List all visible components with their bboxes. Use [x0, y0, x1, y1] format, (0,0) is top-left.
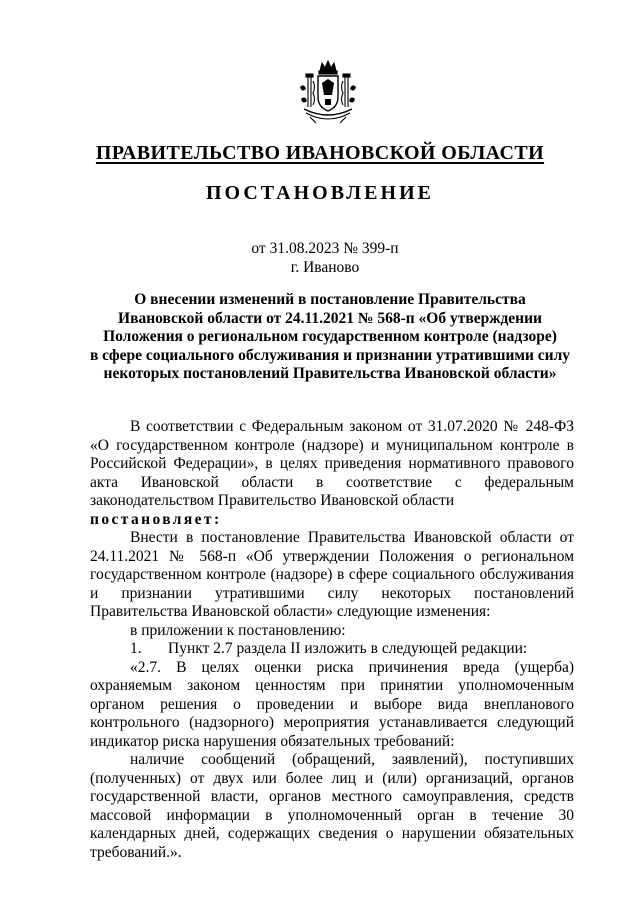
item-number: 1.	[130, 640, 142, 657]
document-body	[90, 418, 574, 862]
subject-line: некоторых постановлений Правительства Ивановской области»	[103, 365, 557, 382]
subject-line: Ивановской области от 24.11.2021 № 568-п «Об утверждении	[118, 309, 542, 327]
organization-title: ПРАВИТЕЛЬСТВО ИВАНОВСКОЙ ОБЛАСТИ	[95, 142, 545, 164]
document-type: ПОСТАНОВЛЕНИЕ	[206, 182, 434, 204]
date-number: от 31.08.2023 № 399-п	[251, 240, 399, 257]
coat-of-arms-icon	[296, 57, 360, 129]
subject-line: в сфере социального обслуживания и признании утратившими силу	[89, 346, 571, 364]
city: г. Иваново	[290, 259, 360, 276]
paragraph-risk: «2.7. В целях оценки риска причинения вреда (ущерба) охраняемым законом ценностям при принятии уполномоченным органом решения о проведении и выборе вида внепланового контрольного (надзорного) мероприятия устанавливается следующий индикатор риска нарушения обязательных требований:	[90, 658, 574, 750]
subject-line: Положения о региональном государственном контроле (надзоре)	[103, 328, 557, 345]
paragraph-resolves	[90, 511, 574, 530]
document-meta	[0, 239, 640, 277]
item-text: Пункт 2.7 раздела II изложить в следующей редакции:	[168, 640, 528, 657]
document-subject	[80, 291, 580, 384]
paragraph-appendix: в приложении к постановлению:	[130, 621, 346, 639]
resolves-word: постановляет:	[90, 510, 222, 528]
subject-line: О внесении изменений в постановление Правительства	[134, 291, 526, 308]
list-item	[90, 640, 574, 659]
paragraph-indicator: наличие сообщений (обращений, заявлений), поступивших (полученных) от двух или более лиц и (или) организаций, органов государственной власти, органов местного самоуправления, средств массовой информации в уполномоченный орган в течение 30 календарных дней, содержащих сведения о нарушении обязательных требований.».	[90, 751, 574, 861]
paragraph-preamble: В соответствии с Федеральным законом от 31.07.2020 № 248-ФЗ «О государственном контроле (надзоре) и муниципальном контроле в Российской Федерации», в целях приведения нормативного правового акта Ивановской области в соответствие с федеральным законодательством Правительство Ивановской области	[90, 418, 574, 509]
paragraph-amend: Внести в постановление Правительства Ивановской области от 24.11.2021 № 568-п «Об утверждении Положения о региональном государственном контроле (надзоре) в сфере социального обслуживания и признании утратившими силу некоторых постановлений Правительства Ивановской области» следующие изменения:	[90, 529, 574, 620]
